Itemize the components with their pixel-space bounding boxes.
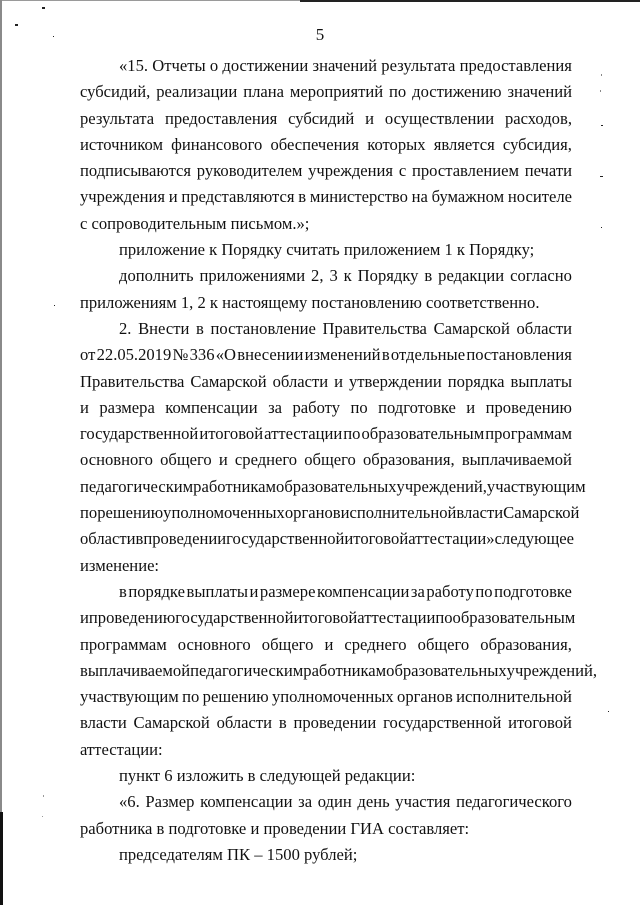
word: компенсации	[165, 397, 258, 417]
word: в	[424, 266, 433, 286]
word: программам	[485, 424, 572, 444]
word: проведению	[88, 608, 176, 628]
word: компенсации	[200, 792, 293, 812]
word: выплачиваемой	[461, 450, 572, 470]
word: по	[389, 82, 407, 102]
word: значений	[312, 56, 378, 75]
word: дополнить	[119, 266, 194, 286]
word: образования,	[362, 450, 455, 470]
word: работу	[292, 397, 340, 417]
word: работу	[426, 581, 474, 601]
word: аттестации	[357, 608, 436, 628]
word: приложениями	[199, 266, 306, 286]
word: педагогического	[456, 792, 572, 812]
word: образовательным	[452, 608, 576, 628]
word: уполномоченных	[271, 687, 394, 707]
text-line	[80, 710, 572, 736]
word: бумажном	[431, 187, 505, 207]
word: субсидий,	[80, 82, 151, 102]
scan-speck	[608, 711, 609, 712]
text-line	[80, 132, 572, 158]
word: с	[398, 161, 407, 181]
word: работникам	[193, 476, 277, 496]
word: образовательным	[361, 424, 485, 444]
word: и	[466, 397, 476, 417]
word: исполнительной	[456, 687, 572, 707]
word: учреждения	[80, 187, 165, 207]
text-line	[80, 789, 572, 815]
scan-speck	[601, 227, 602, 228]
text-line	[80, 106, 572, 132]
word: источником	[80, 134, 163, 154]
word: в	[381, 345, 390, 365]
word: области	[516, 318, 572, 338]
word: педагогическим	[190, 660, 304, 680]
word: обеспечения	[270, 134, 360, 154]
text-line	[80, 632, 572, 658]
word: проведении	[293, 713, 377, 733]
word: государственной	[383, 713, 502, 733]
word: и	[218, 450, 228, 470]
word: день	[357, 792, 390, 812]
word: Самарской	[433, 318, 510, 338]
word: области	[80, 529, 136, 549]
word: по	[435, 608, 453, 628]
word: осуществлении	[384, 108, 495, 128]
word: государственной	[175, 608, 294, 628]
word: размера	[99, 397, 155, 417]
word: образовательных	[386, 660, 507, 680]
word: реализации	[156, 82, 238, 102]
word: порядка	[447, 371, 505, 391]
word: №	[172, 345, 189, 365]
page-number: 5	[315, 25, 325, 44]
scan-edge-left-dark	[0, 812, 3, 905]
word: и	[334, 371, 343, 391]
text-line	[80, 579, 572, 605]
text-line	[80, 605, 576, 631]
text-line	[80, 500, 580, 526]
word: среднего	[234, 450, 298, 470]
text-line: председателям ПК – 1500 рублей;	[119, 844, 358, 864]
text-line	[80, 79, 572, 105]
word: подготовке	[494, 581, 572, 601]
word: субсидий	[288, 108, 355, 128]
word: результата	[381, 56, 456, 75]
word: финансового	[171, 134, 263, 154]
word: проставлением	[411, 161, 519, 181]
text-line	[80, 342, 572, 368]
word: итоговой	[344, 529, 409, 549]
word: субсидия,	[502, 134, 572, 154]
word: итоговой	[508, 713, 572, 733]
word: участвующим	[486, 476, 586, 496]
word: Размер	[145, 792, 195, 812]
word: достижению	[412, 82, 502, 102]
word: в	[119, 581, 127, 601]
word: учреждений,	[396, 476, 487, 496]
word: в	[196, 318, 204, 338]
word: власти	[80, 713, 127, 733]
word: является	[433, 134, 495, 154]
word: редакции	[438, 266, 505, 286]
text-line: приложениям 1, 2 к настоящему постановлению соответственно.	[80, 292, 540, 312]
word: участвующим	[80, 687, 179, 707]
text-line	[80, 421, 572, 447]
word: учреждения	[308, 161, 394, 181]
word: власти	[456, 503, 504, 523]
word: о	[209, 56, 219, 75]
text-line	[80, 369, 572, 395]
word: подготовке	[378, 397, 456, 417]
word: исполнительной	[340, 503, 457, 523]
text-line: работника в подготовке и проведении ГИА составляет:	[80, 818, 470, 838]
word: в	[278, 713, 287, 733]
text-line	[80, 474, 586, 500]
scan-edge-top-dark	[300, 0, 640, 2]
word: компенсации	[316, 581, 410, 601]
word: проведении	[143, 529, 227, 549]
word: результата	[80, 108, 155, 128]
word: постановление	[210, 318, 316, 338]
word: общего	[304, 450, 356, 470]
word: и	[249, 581, 259, 601]
word: 2,	[311, 266, 324, 286]
text-line	[80, 158, 572, 184]
word: министерство	[309, 187, 408, 207]
scan-speck	[601, 74, 602, 76]
text-line	[80, 263, 572, 289]
text-line	[80, 526, 572, 552]
word: Самарской	[190, 371, 267, 391]
word: проведению	[485, 397, 572, 417]
word: выплаты	[186, 581, 248, 601]
word: выплачиваемой	[80, 660, 191, 680]
word: решению	[202, 687, 269, 707]
word: достижении	[222, 56, 309, 75]
word: предоставления	[459, 56, 572, 75]
word: Отчеты	[152, 56, 206, 75]
word: постановления	[466, 345, 572, 365]
word: в	[298, 187, 307, 207]
word: органов	[284, 503, 341, 523]
word: следующее	[494, 529, 574, 549]
word: размере	[259, 581, 316, 601]
word: и	[80, 397, 89, 417]
word: образовательных	[276, 476, 397, 496]
scan-speck	[42, 816, 43, 817]
word: значений	[507, 82, 572, 102]
word: Порядку	[357, 266, 419, 286]
text-line	[80, 184, 572, 210]
word: педагогическим	[80, 476, 194, 496]
word: по	[350, 397, 368, 417]
word: «О	[215, 345, 237, 365]
word: изменений	[304, 345, 381, 365]
word: государственной	[226, 529, 345, 549]
text-line	[80, 395, 572, 421]
word: образования,	[480, 634, 572, 654]
word: общего	[417, 634, 470, 654]
word: мероприятий	[289, 82, 384, 102]
word: отдельные	[390, 345, 466, 365]
word: государственной	[80, 424, 199, 444]
word: носителе	[507, 187, 572, 207]
word: общего	[160, 450, 212, 470]
word: работникам	[303, 660, 387, 680]
word: итоговой	[293, 608, 358, 628]
word: по	[182, 687, 200, 707]
word: внесении	[237, 345, 304, 365]
scan-speck	[600, 90, 601, 92]
word: на	[411, 187, 428, 207]
word: один	[317, 792, 352, 812]
word: области	[272, 371, 329, 391]
word: учреждений,	[506, 660, 598, 680]
scan-speck	[43, 795, 44, 797]
word: Внести	[138, 318, 190, 338]
word: 22.05.2019	[96, 345, 172, 365]
word: по	[80, 503, 98, 523]
word: и	[365, 108, 374, 128]
word: предоставления	[164, 108, 278, 128]
scan-speck	[54, 305, 55, 306]
word: итоговой	[199, 424, 264, 444]
word: Самарской	[503, 503, 580, 523]
word: органов	[397, 687, 453, 707]
word: за	[410, 581, 425, 601]
word: области	[216, 713, 273, 733]
word: и	[168, 187, 178, 207]
word: по	[475, 581, 493, 601]
text-line: приложение к Порядку считать приложением 1 к Порядку;	[119, 240, 535, 260]
word: участия	[395, 792, 451, 812]
word: в	[135, 529, 144, 549]
word: выплаты	[510, 371, 572, 391]
word: за	[298, 792, 313, 812]
word: к	[343, 266, 352, 286]
word: 336	[189, 345, 215, 365]
scan-speck	[600, 176, 603, 177]
word: Правительства	[80, 371, 185, 391]
text-line	[80, 658, 598, 684]
word: утверждении	[348, 371, 442, 391]
text-line: пункт 6 изложить в следующей редакции:	[119, 766, 416, 786]
word: которых	[367, 134, 426, 154]
word: среднего	[344, 634, 407, 654]
word: от	[80, 345, 96, 365]
word: Самарской	[133, 713, 210, 733]
text-line	[80, 447, 572, 473]
text-line: аттестации:	[80, 739, 163, 759]
text-line	[80, 316, 572, 342]
word: 3	[329, 266, 338, 286]
word: аттестации»	[408, 529, 495, 549]
word: подписываются	[80, 161, 192, 181]
word: основного	[80, 450, 153, 470]
word: 2.	[119, 318, 132, 338]
word: основного	[177, 634, 251, 654]
word: руководителем	[196, 161, 303, 181]
word: уполномоченных	[163, 503, 285, 523]
word: по	[343, 424, 361, 444]
scan-edge-left	[0, 0, 2, 905]
scan-speck	[42, 7, 45, 9]
word: и	[324, 634, 334, 654]
word: согласно	[510, 266, 572, 286]
text-line: с сопроводительным письмом.»;	[80, 213, 310, 233]
word: печати	[524, 161, 572, 181]
word: «15.	[119, 56, 149, 75]
word: расходов,	[504, 108, 572, 128]
word: за	[268, 397, 283, 417]
word: плана	[243, 82, 284, 102]
text-line: изменение:	[80, 555, 160, 575]
text-line	[80, 53, 572, 79]
text-line	[80, 684, 572, 710]
word: общего	[261, 634, 314, 654]
word: порядке	[128, 581, 185, 601]
word: Правительства	[322, 318, 427, 338]
word: аттестации	[264, 424, 343, 444]
document-body	[80, 53, 598, 868]
word: «6.	[119, 792, 140, 812]
word: программам	[80, 634, 167, 654]
word: решению	[97, 503, 164, 523]
word: представляются	[181, 187, 295, 207]
word: и	[80, 608, 89, 628]
scan-speck	[601, 125, 603, 126]
